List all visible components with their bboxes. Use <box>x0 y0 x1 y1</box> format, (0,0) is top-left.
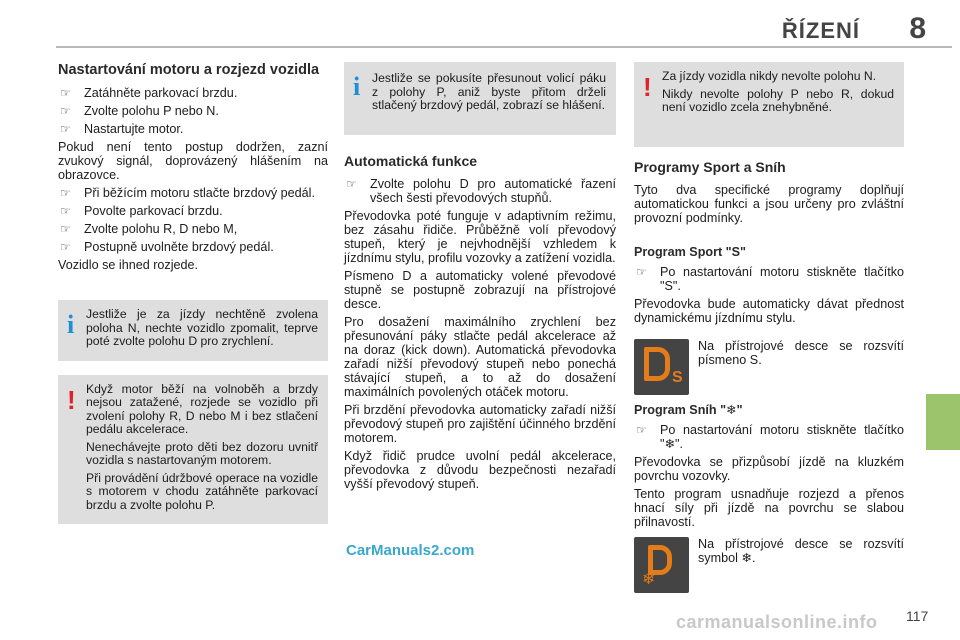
chapter-number: 8 <box>909 12 926 45</box>
list-item: ☞ Po nastartování motoru stiskněte tlačítko "S". <box>636 264 904 293</box>
list-item: ☞ Zatáhněte parkovací brzdu. <box>60 86 238 100</box>
paragraph: Tento program usnadňuje rozjezd a přenos hnací síly při jízdě na povrchu se slabou přilnavostí. <box>634 486 904 529</box>
snow-indicator-figure: ❄ Na přístrojové desce se rozsvítí symbol ❄. <box>634 537 904 595</box>
section-heading-automatic: Automatická funkce <box>344 152 478 169</box>
paragraph: Převodovka se přizpůsobí jízdě na kluzkém povrchu vozovky. <box>634 454 904 483</box>
sport-indicator-icon <box>634 339 689 395</box>
list-item: ☞ Zvolte polohu D pro automatické řazení všech šesti převodových stupňů. <box>346 176 616 205</box>
subheading-snow: Program Sníh "❄" <box>634 402 743 417</box>
section-heading-programs: Programy Sport a Sníh <box>634 158 786 175</box>
list-item: ☞ Nastartujte motor. <box>60 122 184 136</box>
sport-indicator-figure: S Na přístrojové desce se rozsvítí písmeno S. <box>634 339 904 397</box>
hand-pointer-icon: ☞ <box>60 104 71 118</box>
page-header <box>56 12 952 48</box>
chapter-title: ŘÍZENÍ <box>781 18 860 43</box>
hand-pointer-icon: ☞ <box>60 122 71 136</box>
chapter-side-tab[interactable] <box>926 394 960 450</box>
hand-pointer-icon: ☞ <box>60 240 71 254</box>
list-item: ☞ Po nastartování motoru stiskněte tlačítko "❄". <box>636 422 904 451</box>
section-heading-start: Nastartování motoru a rozjezd vozidla <box>58 62 320 78</box>
paragraph: Převodovka poté funguje v adaptivním režimu, bez zásahu řidiče. Průběžně volí převodový stupeň, který je nejvhodnější vzhledem k jízdnímu stylu, profilu vozovky a zatížení vozidla. <box>344 208 616 265</box>
watermark-logo-left[interactable]: CarManuals2.com <box>346 542 475 559</box>
list-item: ☞ Povolte parkovací brzdu. <box>60 204 223 218</box>
column-middle <box>344 62 616 495</box>
subheading-sport: Program Sport "S" <box>634 244 747 259</box>
header-divider <box>56 46 952 48</box>
paragraph: Tyto dva specifické programy doplňují automatickou funkci a jsou určeny pro zvláštní provozní podmínky. <box>634 182 904 225</box>
info-note: i Jestliže se pokusíte přesunout volicí páku z polohy P, aniž byste přitom drželi stlačený brzdový pedál, zobrazí se hlášení. <box>344 62 616 135</box>
column-right <box>634 62 904 601</box>
warning-note: ! Za jízdy vozidla nikdy nevolte polohu N. Nikdy nevolte polohy P nebo R, dokud není vozidlo zcela znehybněné. <box>634 62 904 147</box>
page-number: 117 <box>906 608 929 624</box>
paragraph: Při brzdění převodovka automaticky zařadí nižší převodový stupeň pro zajištění účinného brzdění motorem. <box>344 402 616 445</box>
hand-pointer-icon: ☞ <box>60 86 71 100</box>
hand-pointer-icon: ☞ <box>636 264 647 279</box>
hand-pointer-icon: ☞ <box>60 222 71 236</box>
info-note: i Jestliže je za jízdy nechtěně zvolena poloha N, nechte vozidlo zpomalit, teprve poté zvolte polohu D pro zrychlení. <box>58 300 328 361</box>
list-item: ☞ Zvolte polohu P nebo N. <box>60 104 219 118</box>
hand-pointer-icon: ☞ <box>60 186 71 200</box>
info-icon: i <box>353 72 361 101</box>
gear-d-glyph <box>648 545 672 575</box>
sport-s-glyph: S <box>672 368 683 386</box>
snowflake-icon: ❄ <box>642 570 656 588</box>
hand-pointer-icon: ☞ <box>60 204 71 218</box>
paragraph: Když řidič prudce uvolní pedál akcelerace, převodovka z důvodu bezpečnosti nezařadí vyšší převodový stupeň. <box>344 448 616 491</box>
warning-icon: ! <box>643 72 652 102</box>
column-left <box>58 62 328 524</box>
paragraph: Pro dosažení maximálního zrychlení bez přesunování páky stlačte pedál akcelerace až na doraz (kick down). Automatická převodovka zařadí nižší převodový stupeň nebo ponechá stávající stupeň, a to až do dosažení maximálních povolených otáček motoru. <box>344 314 616 399</box>
hand-pointer-icon: ☞ <box>636 422 647 437</box>
snow-indicator-icon <box>634 537 689 593</box>
list-item: ☞ Při běžícím motoru stlačte brzdový pedál. <box>60 186 315 200</box>
list-item: ☞ Postupně uvolněte brzdový pedál. <box>60 240 274 254</box>
paragraph: Vozidlo se ihned rozjede. <box>58 258 199 272</box>
watermark-logo-right: carmanualsonline.info <box>676 612 878 632</box>
paragraph: Pokud není tento postup dodržen, zazní zvukový signál, doprovázený hlášením na obrazovce. <box>58 140 328 182</box>
warning-note: ! Když motor běží na volnoběh a brzdy nejsou zatažené, rozjede se vozidlo při zvolení polohy R, D nebo M i bez stlačení pedálu akcelerace. Nenechávejte proto děti bez dozoru uvnitř vozidla s nastartovaným motorem. Při provádění údržbové operace na vozidle s motorem v chodu zatáhněte parkovací brzdu a zvolte polohu P. <box>58 375 328 525</box>
info-icon: i <box>67 310 75 339</box>
list-item: ☞ Zvolte polohu R, D nebo M, <box>60 222 238 236</box>
gear-d-glyph <box>644 347 670 381</box>
paragraph: Písmeno D a automaticky volené převodové stupně se postupně zobrazují na přístrojové desce. <box>344 268 616 311</box>
paragraph: Převodovka bude automaticky dávat přednost dynamickému jízdnímu stylu. <box>634 296 904 325</box>
warning-icon: ! <box>67 384 76 415</box>
hand-pointer-icon: ☞ <box>346 176 357 191</box>
